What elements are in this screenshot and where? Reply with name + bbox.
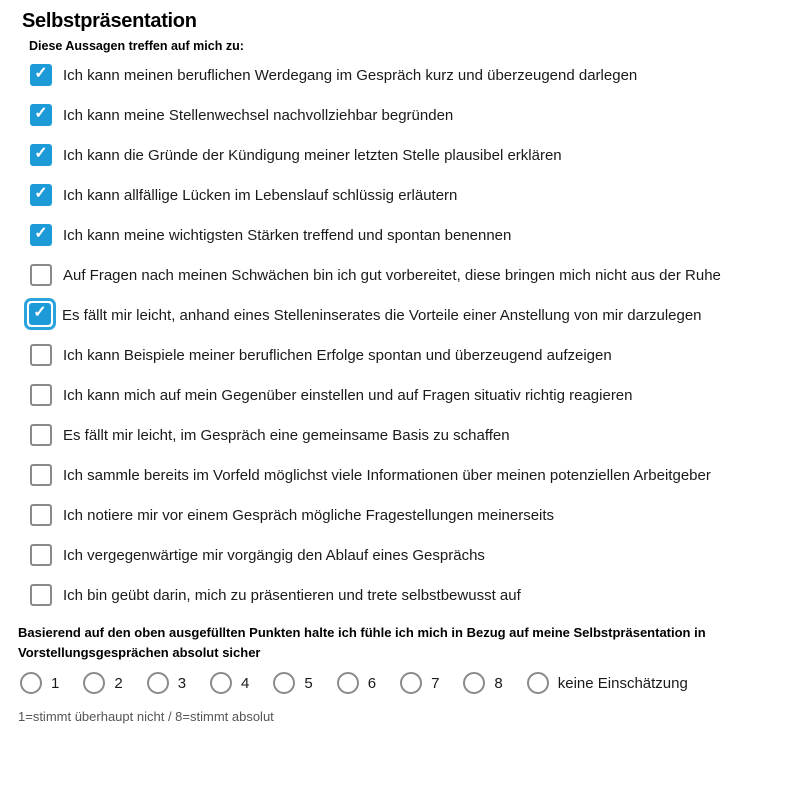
checklist-item-label: Ich kann die Gründe der Kündigung meiner letzten Stelle plausibel erklären — [63, 147, 562, 164]
radio-button[interactable] — [20, 672, 42, 694]
radio-option-8[interactable] — [463, 672, 502, 694]
radio-label: 6 — [367, 674, 377, 692]
radio-button[interactable] — [83, 672, 105, 694]
checklist-item-12[interactable] — [30, 503, 789, 529]
checklist-item-label: Ich kann allfällige Lücken im Lebenslauf schlüssig erläutern — [63, 187, 458, 204]
check-icon: ✓ — [33, 304, 47, 321]
checklist-item-4[interactable] — [30, 183, 789, 209]
radio-button[interactable] — [210, 672, 232, 694]
radio-option-3[interactable] — [147, 672, 186, 694]
checklist-item-14[interactable] — [30, 583, 789, 609]
checkbox[interactable] — [30, 224, 52, 246]
radio-option-7[interactable] — [400, 672, 439, 694]
checkbox[interactable] — [30, 184, 52, 206]
check-icon: ✓ — [34, 225, 48, 242]
checklist-item-9[interactable] — [30, 383, 789, 409]
check-icon: ✓ — [34, 105, 48, 122]
radio-option-6[interactable] — [337, 672, 376, 694]
checklist-item-label: Es fällt mir leicht, anhand eines Stelleninserates die Vorteile einer Anstellung von mir darzulegen — [62, 307, 702, 324]
radio-button[interactable] — [337, 672, 359, 694]
page-title: Selbstpräsentation — [22, 10, 197, 32]
check-icon: ✓ — [34, 145, 48, 162]
checklist-item-13[interactable] — [30, 543, 789, 569]
radio-option-4[interactable] — [210, 672, 249, 694]
checkbox[interactable] — [30, 424, 52, 446]
checkbox[interactable] — [29, 303, 51, 325]
checklist-item-label: Auf Fragen nach meinen Schwächen bin ich gut vorbereitet, diese bringen mich nicht aus der Ruhe — [63, 267, 721, 284]
radio-option-5[interactable] — [273, 672, 312, 694]
radio-label: 4 — [241, 674, 250, 692]
checklist-item-label: Es fällt mir leicht, im Gespräch eine gemeinsame Basis zu schaffen — [63, 427, 510, 444]
radio-label: 2 — [114, 674, 123, 692]
checkbox[interactable] — [30, 64, 52, 86]
checklist-item-label: Ich kann mich auf mein Gegenüber einstellen und auf Fragen situativ richtig reagieren — [63, 387, 633, 404]
checklist-item-2[interactable] — [30, 103, 789, 129]
check-icon: ✓ — [34, 65, 48, 82]
checklist-item-11[interactable] — [30, 463, 789, 489]
checklist-item-6[interactable] — [30, 263, 789, 289]
scale-legend: 1=stimmt überhaupt nicht / 8=stimmt absolut — [18, 709, 274, 724]
radio-label: 1 — [51, 674, 60, 692]
radio-label: keine Einschätzung — [557, 674, 688, 692]
focus-ring — [24, 298, 56, 330]
checklist-item-label: Ich kann meinen beruflichen Werdegang im Gespräch kurz und überzeugend darlegen — [63, 67, 638, 84]
checklist — [30, 63, 789, 609]
radio-option-2[interactable] — [83, 672, 122, 694]
checklist-item-10[interactable] — [30, 423, 789, 449]
radio-button[interactable] — [400, 672, 422, 694]
radio-option-keine-einschaetzung[interactable] — [527, 672, 688, 694]
radio-label: 8 — [494, 674, 503, 692]
checkbox[interactable] — [30, 384, 52, 406]
checkbox[interactable] — [30, 464, 52, 486]
checklist-item-label: Ich sammle bereits im Vorfeld möglichst viele Informationen über meinen potenziellen Arbeitgeber — [63, 467, 711, 484]
checklist-item-label: Ich kann Beispiele meiner beruflichen Erfolge spontan und überzeugend aufzeigen — [63, 347, 612, 364]
checklist-item-label: Ich notiere mir vor einem Gespräch mögliche Fragestellungen meinerseits — [63, 507, 555, 524]
checklist-item-3[interactable] — [30, 143, 789, 169]
radio-button[interactable] — [147, 672, 169, 694]
checkbox[interactable] — [30, 144, 52, 166]
checklist-item-label: Ich vergegenwärtige mir vorgängig den Ablauf eines Gesprächs — [63, 547, 485, 564]
radio-option-1[interactable] — [20, 672, 59, 694]
checklist-item-label: Ich kann meine Stellenwechsel nachvollziehbar begründen — [63, 107, 454, 124]
checkbox[interactable] — [30, 504, 52, 526]
checkbox[interactable] — [30, 344, 52, 366]
checklist-item-1[interactable] — [30, 63, 789, 89]
checkbox[interactable] — [30, 264, 52, 286]
radio-label: 3 — [177, 674, 187, 692]
checklist-item-label: Ich bin geübt darin, mich zu präsentieren und trete selbstbewusst auf — [63, 587, 521, 604]
checkbox[interactable] — [30, 544, 52, 566]
checklist-item-8[interactable] — [30, 343, 789, 369]
checklist-item-label: Ich kann meine wichtigsten Stärken treffend und spontan benennen — [63, 227, 512, 244]
checkbox[interactable] — [30, 104, 52, 126]
checkbox[interactable] — [30, 584, 52, 606]
radio-button[interactable] — [527, 672, 549, 694]
scale-options — [20, 670, 789, 696]
scale-question-prompt: Basierend auf den oben ausgefüllten Punkten halte ich fühle ich mich in Bezug auf meine Selbstpräsentation in Vorstellungsgesprächen absolut sicher — [18, 625, 706, 660]
radio-label: 7 — [431, 674, 440, 692]
checklist-item-7[interactable] — [30, 303, 789, 329]
radio-button[interactable] — [273, 672, 295, 694]
radio-button[interactable] — [463, 672, 485, 694]
form-subtitle: Diese Aussagen treffen auf mich zu: — [29, 39, 244, 53]
check-icon: ✓ — [34, 185, 48, 202]
checklist-item-5[interactable] — [30, 223, 789, 249]
radio-label: 5 — [304, 674, 313, 692]
